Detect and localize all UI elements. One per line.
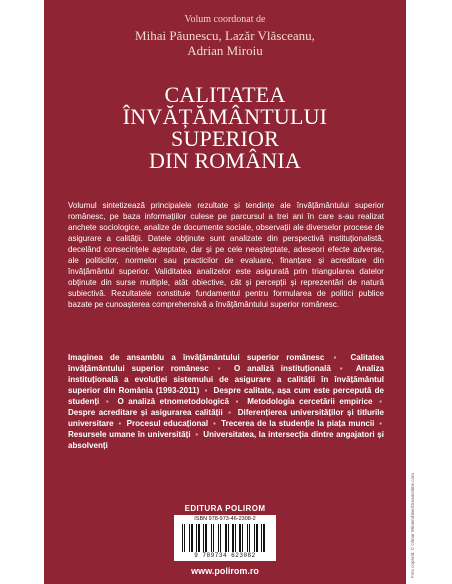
topic-item: Despre acreditare și asigurarea calității bbox=[68, 408, 223, 417]
topic-item: Analiza instituțională a evoluției sistemului de asigurare a calității în învățământul superior din România (1993-2011) bbox=[68, 364, 384, 395]
topic-item: O analiză instituțională bbox=[233, 364, 331, 373]
publisher-name: EDITURA POLIROM bbox=[184, 504, 266, 513]
topic-separator: ▪ bbox=[118, 419, 122, 428]
photo-credit: Foto copertă: © Olmar Wintershine/Dreamstime.com bbox=[410, 473, 415, 578]
topic-separator: ▪ bbox=[379, 419, 382, 428]
topic-item: Despre calitate, așa cum este percepută de studenți bbox=[68, 386, 384, 406]
topic-item: Universitatea, la intersecția dintre angajatori și absolvenți bbox=[68, 430, 384, 450]
barcode-icon bbox=[182, 524, 268, 552]
topic-item: Diferențierea universităților și titlurile universitare bbox=[68, 408, 384, 428]
topic-separator: ▪ bbox=[217, 364, 226, 373]
back-cover bbox=[44, 0, 406, 584]
topic-separator: ▪ bbox=[333, 353, 342, 362]
editors-line: Mihai Păunescu, Lazăr Vlăsceanu, bbox=[135, 28, 315, 43]
topic-separator: ▪ bbox=[339, 364, 348, 373]
barcode-digits: 9 789734 623082 bbox=[194, 552, 256, 559]
topic-separator: ▪ bbox=[228, 408, 233, 417]
editors-label: Volum coordonat de bbox=[184, 14, 266, 25]
topic-separator: ▪ bbox=[212, 419, 217, 428]
topic-item: Metodologia cercetării empirice bbox=[247, 397, 373, 406]
topic-item: Resursele umane în universități bbox=[68, 430, 191, 439]
topic-separator: ▪ bbox=[235, 397, 241, 406]
book-title bbox=[44, 84, 406, 172]
isbn-number: ISBN 978-973-46-2308-2 bbox=[194, 516, 256, 522]
topic-separator: ▪ bbox=[204, 386, 209, 395]
title-line: CALITATEA bbox=[164, 82, 286, 107]
title-line: DIN ROMÂNIA bbox=[149, 148, 301, 173]
isbn-barcode-box bbox=[174, 515, 276, 561]
topics-list bbox=[68, 352, 384, 451]
topic-separator: ▪ bbox=[195, 430, 199, 439]
publisher-website: www.polirom.ro bbox=[191, 566, 259, 576]
topic-item: Calitatea învățământului superior românesc bbox=[68, 353, 384, 373]
editors-line: Adrian Miroiu bbox=[187, 43, 263, 58]
title-line: ÎNVĂȚĂMÂNTULUI bbox=[122, 104, 328, 129]
title-line: SUPERIOR bbox=[171, 126, 279, 151]
book-description: Volumul sintetizează principalele rezultate și tendințe ale învățământului superior românesc, pe baza informațiilor culese pe parcursul a trei ani în care s-au realizat anchete sociologice, analize de documente sociale, observații ale diverselor procese de asigurare a calității. Datele obținute sunt analizate din perspectivă instituționalistă, decelând consecințele așteptate, dar și pe cele neașteptate, adeseori efecte adverse, ale politicilor, normelor sau practicilor de evaluare, finanțare și acreditare din învățământul superior. Validitatea analizelor este asigurată prin triangularea datelor obținute din surse multiple, atât obiective, cât și percepții și reprezentări de natură subiectivă. Rezultatele constituie fundamentul pentru formularea de politici publice bazate pe cunoașterea comprehensivă a învățământului superior românesc. bbox=[68, 201, 384, 309]
topic-item: O analiză etnometodologică bbox=[117, 397, 229, 406]
editors-names bbox=[44, 28, 406, 58]
topic-separator: ▪ bbox=[379, 397, 382, 406]
topic-item: Procesul educațional bbox=[126, 419, 209, 428]
topic-item: Trecerea de la studenție la piața muncii bbox=[221, 419, 375, 428]
topic-item: Imaginea de ansamblu a învățământului superior românesc bbox=[68, 353, 325, 362]
topic-separator: ▪ bbox=[105, 397, 111, 406]
